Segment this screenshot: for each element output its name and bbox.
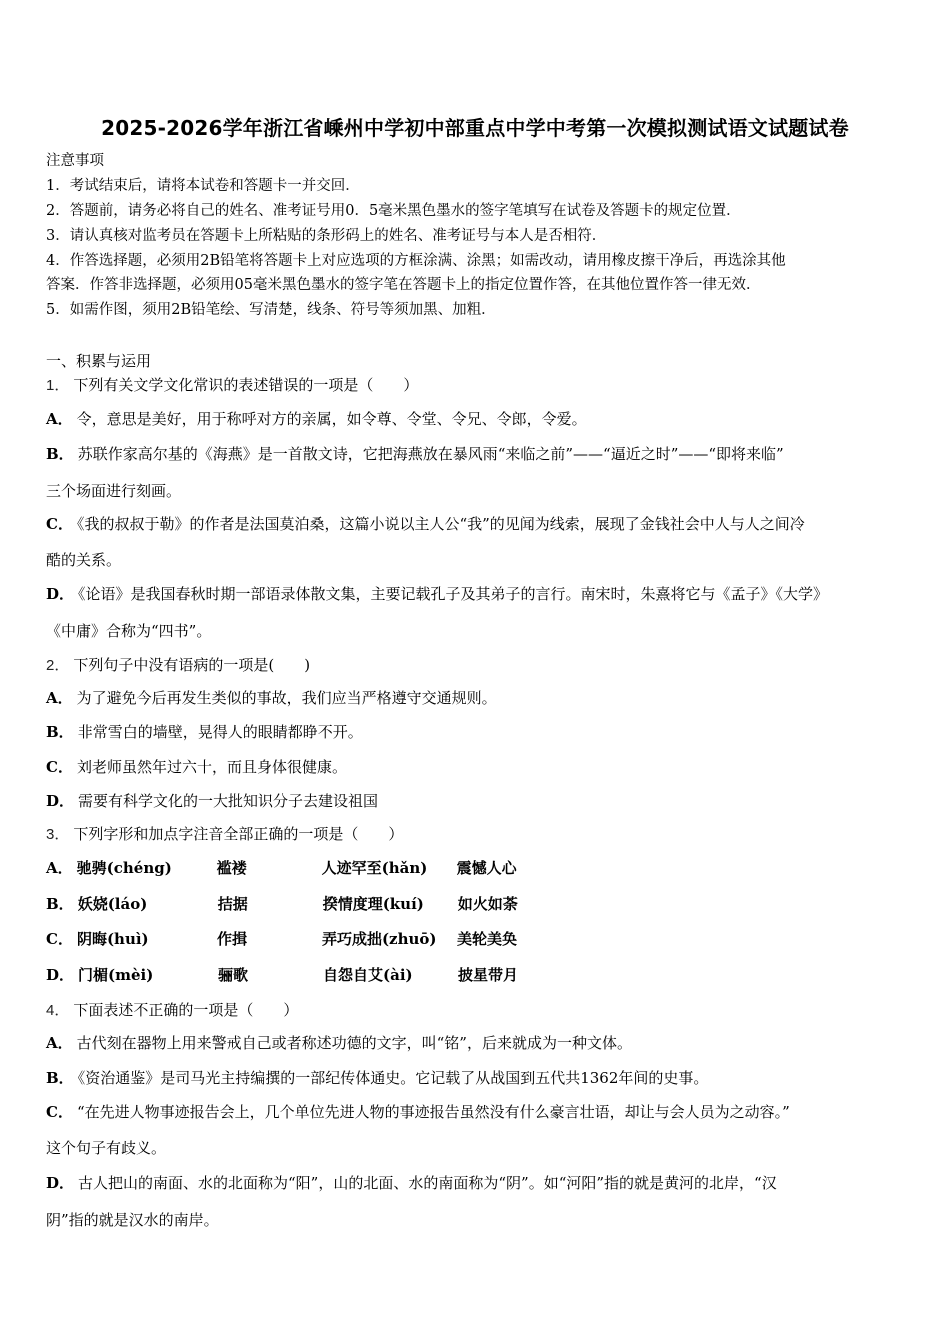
section-heading: 一、积累与运用 (46, 352, 152, 370)
q1-option-a (46, 410, 587, 428)
notice-item: 答案．作答非选择题，必须用05毫米黑色墨水的签字笔在答题卡上的指定位置作答，在其他位置作答一律无效． (46, 277, 761, 293)
option-text: 《我的叔叔于勒》的作者是法国莫泊桑，这篇小说以主人公“我”的见闻为线索，展现了金钱社会中人与人之间冷 (76, 515, 805, 533)
option-word: 人迹罕至(hǎn) (321, 859, 428, 877)
option-text: 《资治通鉴》是司马光主持编撰的一部纪传体通史。它记载了从战国到五代共1362年间的史事。 (77, 1069, 709, 1087)
q4-option-c (46, 1103, 790, 1121)
option-word: 妖娆(láo) (77, 895, 148, 913)
option-word: 如火如荼 (457, 895, 518, 913)
page-title: 2025-2026学年浙江省嵊州中学初中部重点中学中考第一次模拟测试语文试题试卷 (101, 116, 849, 140)
question-text: 下面表述不正确的一项是（ ） (73, 1001, 299, 1019)
q1-option-c-cont: 酷的关系。 (46, 551, 122, 569)
option-text: 《论语》是我国春秋时期一部语录体散文集，主要记载孔子及其弟子的言行。南宋时，朱熹将它与《孟子》《大学》 (78, 585, 829, 603)
question-text: 下列句子中没有语病的一项是( ) (73, 656, 311, 674)
notice-item: 3．请认真核对监考员在答题卡上所粘贴的条形码上的姓名、准考证号与本人是否相符． (46, 228, 607, 244)
question-number: 1． (46, 377, 70, 394)
option-label: D． (46, 585, 75, 603)
option-word: 拮据 (217, 895, 248, 913)
question-text: 下列字形和加点字注音全部正确的一项是（ ） (73, 825, 404, 843)
option-word: 作揖 (216, 930, 247, 948)
option-label: A． (46, 410, 73, 428)
notice-item: 4．作答选择题，必须用2B铅笔将答题卡上对应选项的方框涂满、涂黑；如需改动，请用橡皮擦干净后，再选涂其他 (46, 253, 786, 269)
option-label: A． (46, 1034, 73, 1052)
option-word: 骊歌 (218, 966, 249, 984)
q3-option-b (46, 895, 518, 913)
option-word: 揆情度理(kuí) (322, 895, 424, 913)
question-2-stem (46, 656, 310, 675)
option-text: 刘老师虽然年过六十，而且身体很健康。 (76, 758, 347, 776)
notice-item: 1．考试结束后，请将本试卷和答题卡一并交回． (46, 178, 360, 194)
option-label: C． (46, 1103, 73, 1121)
option-text: 古人把山的南面、水的北面称为“阳”，山的北面、水的南面称为“阴”。如“河阳”指的就是黄河的北岸，“汉 (78, 1174, 777, 1192)
option-label: A． (46, 859, 73, 877)
option-label: D． (46, 1174, 75, 1192)
q4-option-a (46, 1034, 632, 1052)
q2-option-d (46, 792, 378, 810)
q1-option-d (46, 585, 828, 603)
option-text: 为了避免今后再发生类似的事故，我们应当严格遵守交通规则。 (76, 689, 497, 707)
q2-option-c (46, 758, 347, 776)
option-label: C． (46, 758, 73, 776)
notice-item: 5．如需作图，须用2B铅笔绘、写清楚，线条、符号等须加黑、加粗． (46, 302, 496, 318)
option-label: B． (46, 723, 74, 741)
q4-option-b (46, 1069, 708, 1087)
option-word: 门楣(mèi) (78, 966, 154, 984)
option-label: B． (46, 895, 74, 913)
q1-option-b-cont: 三个场面进行刻画。 (46, 482, 182, 500)
option-word: 震憾人心 (456, 859, 517, 877)
option-text: 需要有科学文化的一大批知识分子去建设祖国 (78, 792, 379, 810)
q2-option-a (46, 689, 497, 707)
option-word: 披星带月 (458, 966, 519, 984)
option-label: D． (46, 792, 75, 810)
option-word: 阴晦(huì) (76, 930, 149, 948)
option-word: 弄巧成拙(zhuō) (321, 930, 437, 948)
option-label: D． (46, 966, 75, 984)
option-label: C． (46, 515, 73, 533)
q1-option-d-cont: 《中庸》合称为“四书”。 (46, 622, 212, 640)
notice-item: 2．答题前，请务必将自己的姓名、准考证号用0．5毫米黑色墨水的签字笔填写在试卷及答题卡的规定位置． (46, 203, 741, 219)
q1-option-b (46, 445, 784, 463)
option-text: “在先进人物事迹报告会上，几个单位先进人物的事迹报告虽然没有什么豪言壮语，却让与会人员为之动容。” (76, 1103, 790, 1121)
q3-option-a (46, 859, 517, 877)
option-text: 非常雪白的墙壁，晃得人的眼睛都睁不开。 (77, 723, 363, 741)
option-word: 自怨自艾(ài) (323, 966, 413, 984)
option-label: B． (46, 445, 74, 463)
q1-option-c (46, 515, 805, 533)
q3-option-d (46, 966, 518, 984)
option-label: A． (46, 689, 73, 707)
q4-option-d (46, 1174, 777, 1192)
question-number: 2． (46, 657, 70, 674)
question-1-stem (46, 376, 418, 395)
question-number: 4． (46, 1002, 70, 1019)
q3-option-c (46, 930, 517, 948)
option-label: C． (46, 930, 73, 948)
option-word: 美轮美奂 (456, 930, 517, 948)
question-text: 下列有关文学文化常识的表述错误的一项是（ ） (73, 376, 419, 394)
option-text: 令，意思是美好，用于称呼对方的亲属，如令尊、令堂、令兄、令郎，令爱。 (76, 410, 587, 428)
q2-option-b (46, 723, 363, 741)
option-text: 苏联作家高尔基的《海燕》是一首散文诗，它把海燕放在暴风雨“来临之前”——“逼近之时”——“即将来临” (77, 445, 784, 463)
question-4-stem (46, 1001, 298, 1020)
option-text: 古代刻在器物上用来警戒自己或者称述功德的文字，叫“铭”，后来就成为一种文体。 (76, 1034, 632, 1052)
q4-option-d-cont: 阴”指的就是汉水的南岸。 (46, 1211, 219, 1229)
option-word: 褴褛 (216, 859, 247, 877)
q4-option-c-cont: 这个句子有歧义。 (46, 1139, 167, 1157)
notice-heading: 注意事项 (46, 153, 104, 169)
option-word: 驰骋(chéng) (76, 859, 172, 877)
question-3-stem (46, 825, 403, 844)
question-number: 3． (46, 826, 70, 843)
option-label: B． (46, 1069, 74, 1087)
